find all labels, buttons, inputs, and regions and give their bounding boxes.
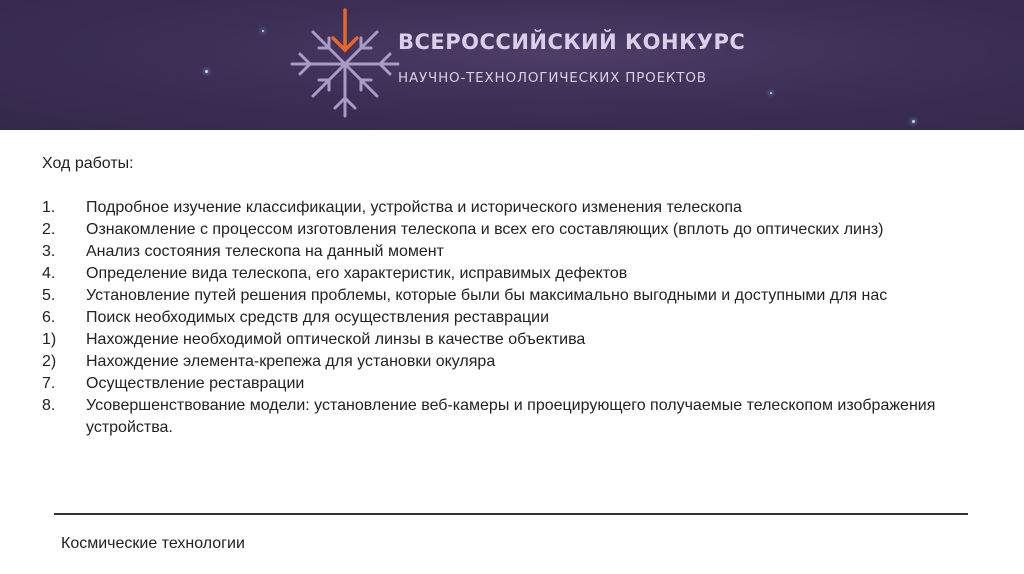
work-steps-list: [42, 197, 982, 439]
list-item: [42, 395, 982, 439]
logo-subtitle: НАУЧНО-ТЕХНОЛОГИЧЕСКИХ ПРОЕКТОВ: [398, 70, 707, 86]
list-item: [42, 219, 982, 241]
star-decoration: [262, 30, 264, 32]
step-text: Анализ состояния телескопа на данный момент: [86, 243, 444, 260]
step-number: 1): [42, 331, 57, 348]
step-number: 8.: [42, 397, 56, 414]
section-heading: Ход работы:: [42, 155, 134, 172]
slide-header-banner: [0, 0, 1024, 130]
step-number: 4.: [42, 265, 56, 282]
step-number: 3.: [42, 243, 56, 260]
step-number: 2): [42, 353, 57, 370]
step-text: Определение вида телескопа, его характеристик, исправимых дефектов: [86, 265, 628, 282]
list-item: [42, 307, 982, 329]
step-text: Усовершенствование модели: установление веб-камеры и проецирующего получаемые телескопом изображения устройства.: [86, 397, 936, 436]
list-item: [42, 351, 982, 373]
logo-title: ВСЕРОССИЙСКИЙ КОНКУРС: [398, 30, 746, 54]
footer-divider: [54, 513, 968, 515]
step-text: Нахождение элемента-крепежа для установки окуляра: [86, 353, 496, 370]
list-item: [42, 263, 982, 285]
step-text: Подробное изучение классификации, устройства и исторического изменения телескопа: [86, 199, 742, 216]
list-item: [42, 197, 982, 219]
list-item: [42, 373, 982, 395]
list-item: [42, 329, 982, 351]
star-decoration: [770, 92, 772, 94]
step-number: 6.: [42, 309, 56, 326]
list-item: [42, 241, 982, 263]
step-text: Поиск необходимых средств для осуществления реставрации: [86, 309, 550, 326]
step-text: Ознакомление с процессом изготовления телескопа и всех его составляющих (вплоть до оптических линз): [86, 221, 884, 238]
list-item: [42, 285, 982, 307]
star-burst-arrow-icon: [290, 8, 400, 120]
step-number: 5.: [42, 287, 56, 304]
step-text: Нахождение необходимой оптической линзы в качестве объектива: [86, 331, 586, 348]
step-number: 7.: [42, 375, 56, 392]
step-text: Осуществление реставрации: [86, 375, 305, 392]
step-text: Установление путей решения проблемы, которые были бы максимально выгодными и доступными для нас: [86, 287, 888, 304]
step-number: 2.: [42, 221, 56, 238]
star-decoration: [205, 70, 208, 73]
step-number: 1.: [42, 199, 56, 216]
footer-label: Космические технологии: [61, 535, 245, 552]
slide-body: [42, 153, 982, 439]
star-decoration: [912, 120, 915, 123]
